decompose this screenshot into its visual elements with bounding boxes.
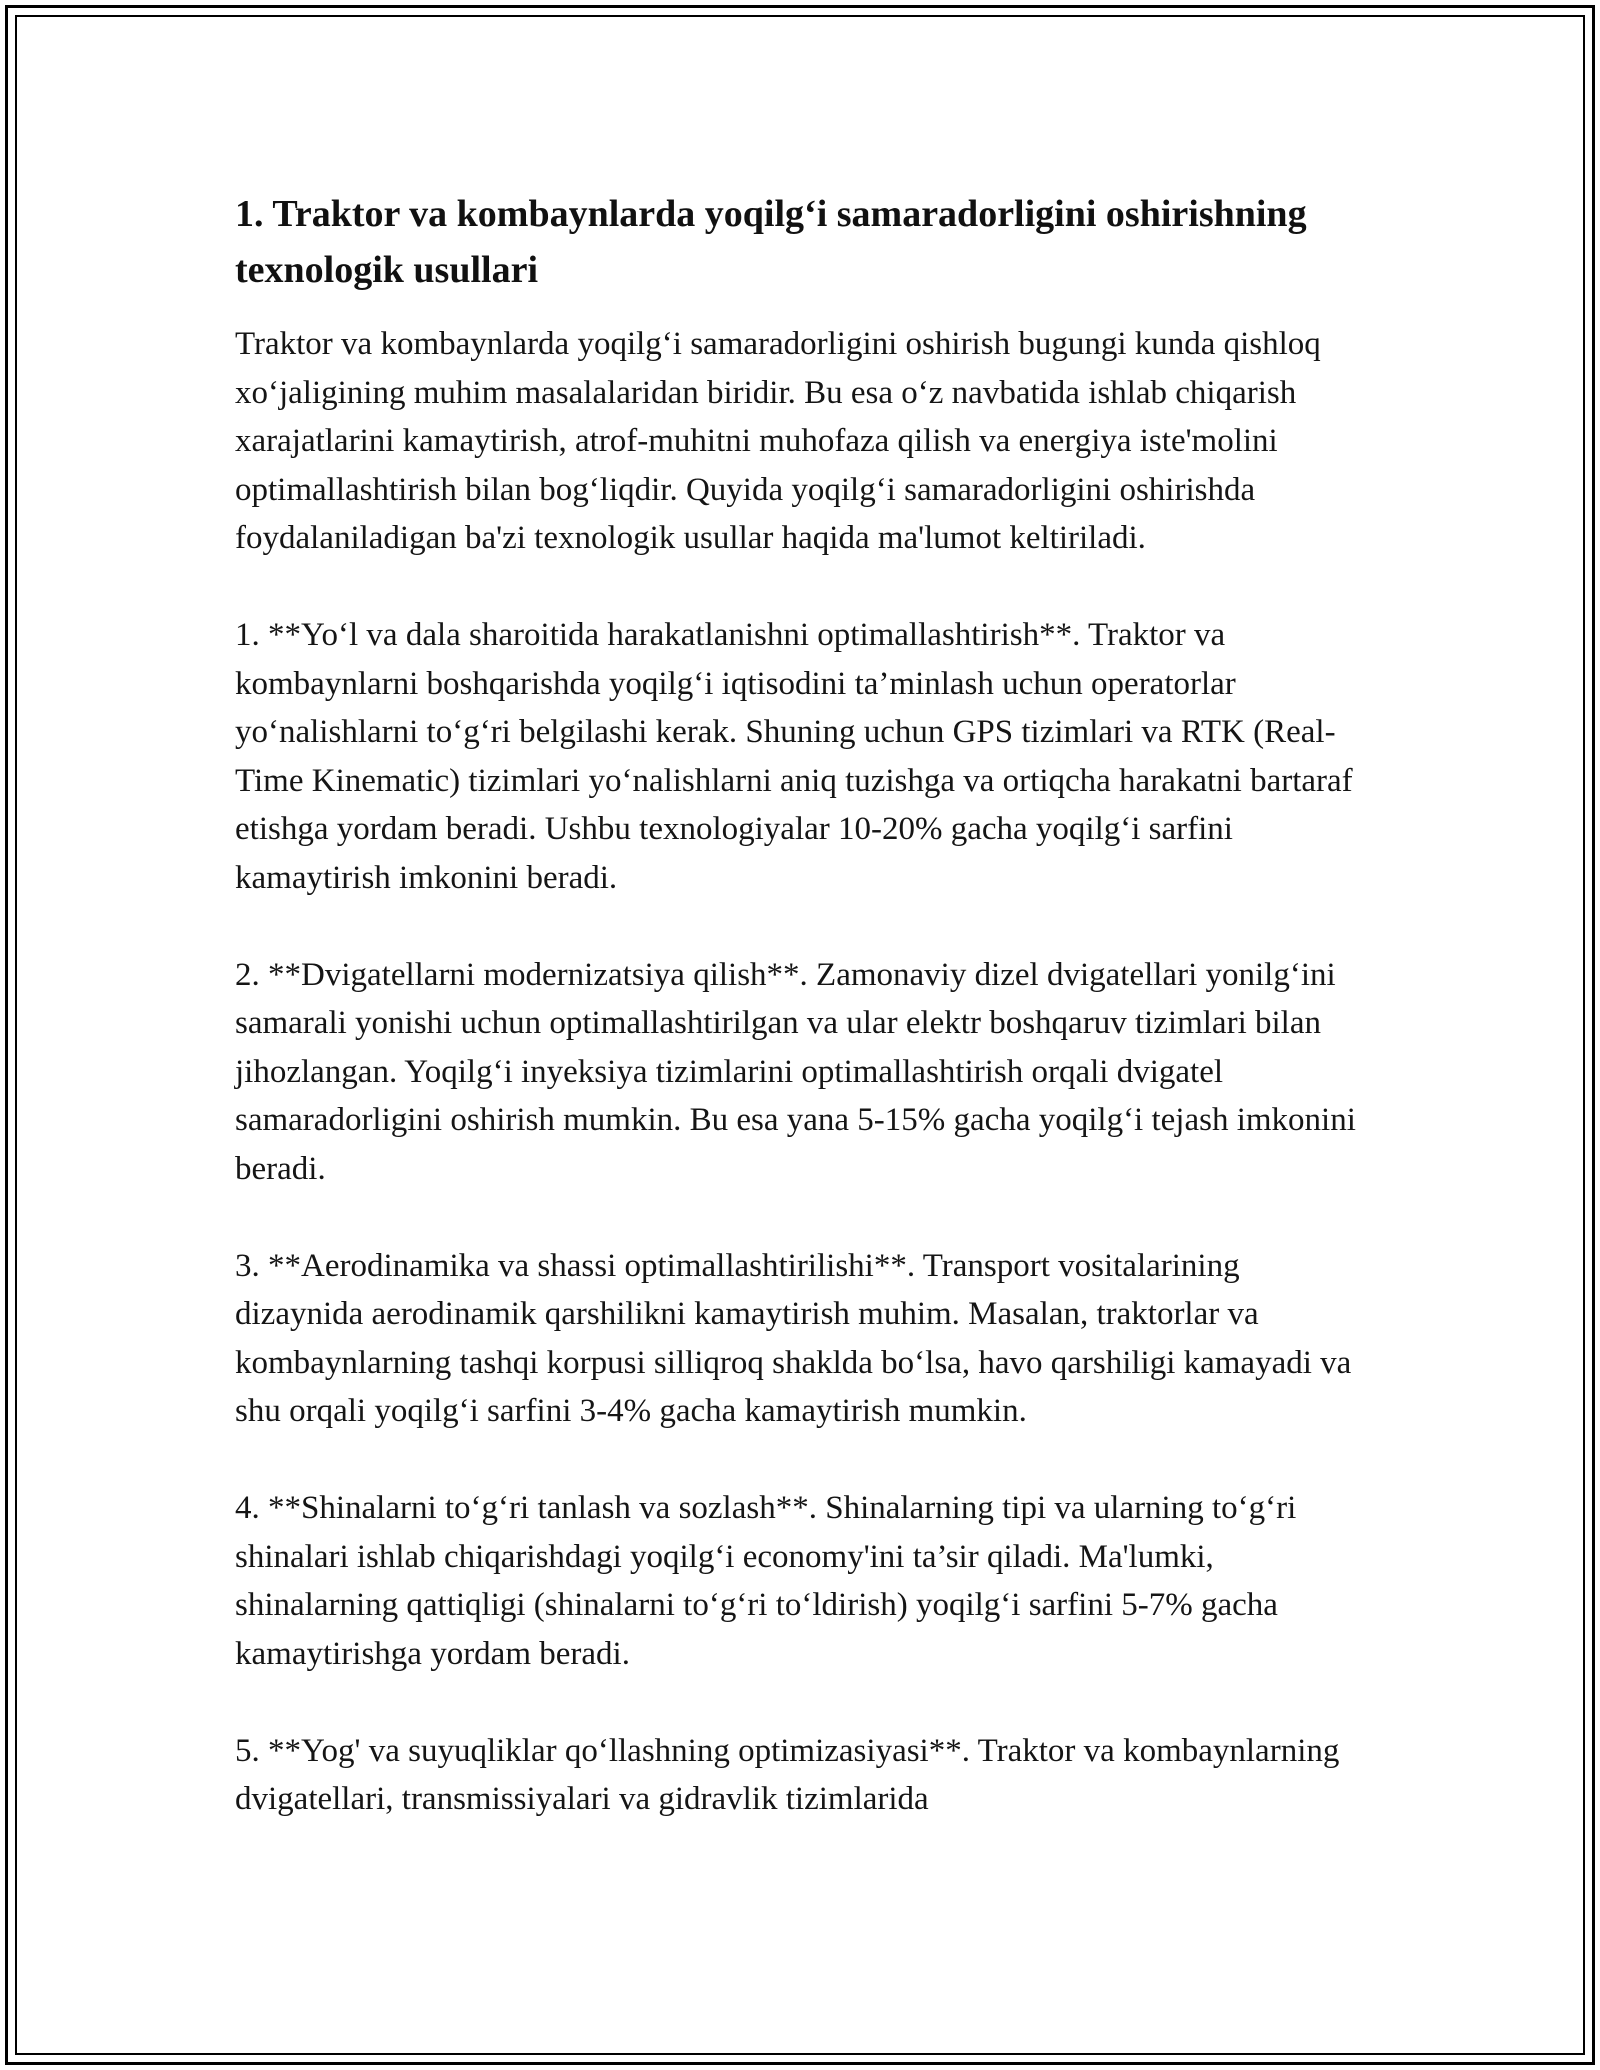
paragraph-lubricants: 5. **Yog' va suyuqliklar qo‘llashning optimizasiyasi**. Traktor va kombaynlarning dvigatellari, transmissiyalari va gidravlik tizimlarida (235, 1732, 1340, 1817)
intro-paragraph: Traktor va kombaynlarda yoqilg‘i samaradorligini oshirish bugungi kunda qishloq xo‘jaligining muhim masalalaridan biridir. Bu esa o‘z navbatida ishlab chiqarish xarajatlarini kamaytirish, atrof-muhitni muhofaza qilish va energiya iste'molini optimallashtirish bilan bog‘liqdir. Quyida yoqilg‘i samaradorligini oshirishda foydalaniladigan ba'zi texnologik usullar haqida ma'lumot keltiriladi. (235, 326, 1321, 556)
paragraph-tires: 4. **Shinalarni to‘g‘ri tanlash va sozlash**. Shinalarning tipi va ularning to‘g‘ri shinalari ishlab chiqarishdagi yoqilg‘i economy'ini ta’sir qiladi. Ma'lumki, shinalarning qattiqligi (shinalarni to‘g‘ri to‘ldirish) yoqilg‘i sarfini 5-7% gacha kamaytirishga yordam beradi. (235, 1490, 1297, 1672)
paragraph-aerodynamics: 3. **Aerodinamika va shassi optimallashtirilishi**. Transport vositalarining dizaynida aerodinamik qarshilikni kamaytirish muhim. Masalan, traktorlar va kombaynlarning tashqi korpusi silliqroq shaklda bo‘lsa, havo qarshiligi kamayadi va shu orqali yoqilg‘i sarfini 3-4% gacha kamaytirish mumkin. (235, 1247, 1352, 1429)
paragraph-route-optimization: 1. **Yo‘l va dala sharoitida harakatlanishni optimallashtirish**. Traktor va kombaynlarni boshqarishda yoqilg‘i iqtisodini ta’minlash uchun operatorlar yo‘nalishlarni to‘g‘ri belgilashi kerak. Shuning uchun GPS tizimlari va RTK (Real-Time Kinematic) tizimlari yo‘nalishlarni aniq tuzishga va ortiqcha harakatni bartaraf etishga yordam beradi. Ushbu texnologiyalar 10-20% gacha yoqilg‘i sarfini kamaytirish imkonini beradi. (235, 617, 1353, 896)
paragraph-engine-modernization: 2. **Dvigatellarni modernizatsiya qilish**. Zamonaviy dizel dvigatellari yonilg‘ini samarali yonishi uchun optimallashtirilgan va ular elektr boshqaruv tizimlari bilan jihozlangan. Yoqilg‘i inyeksiya tizimlarini optimallashtirish orqali dvigatel samaradorligini oshirish mumkin. Bu esa yana 5-15% gacha yoqilg‘i tejash imkonini beradi. (235, 956, 1356, 1187)
document-body (235, 186, 1375, 1872)
document-title: 1. Traktor va kombaynlarda yoqilg‘i samaradorligini oshirishning texnologik usullari (235, 193, 1307, 291)
